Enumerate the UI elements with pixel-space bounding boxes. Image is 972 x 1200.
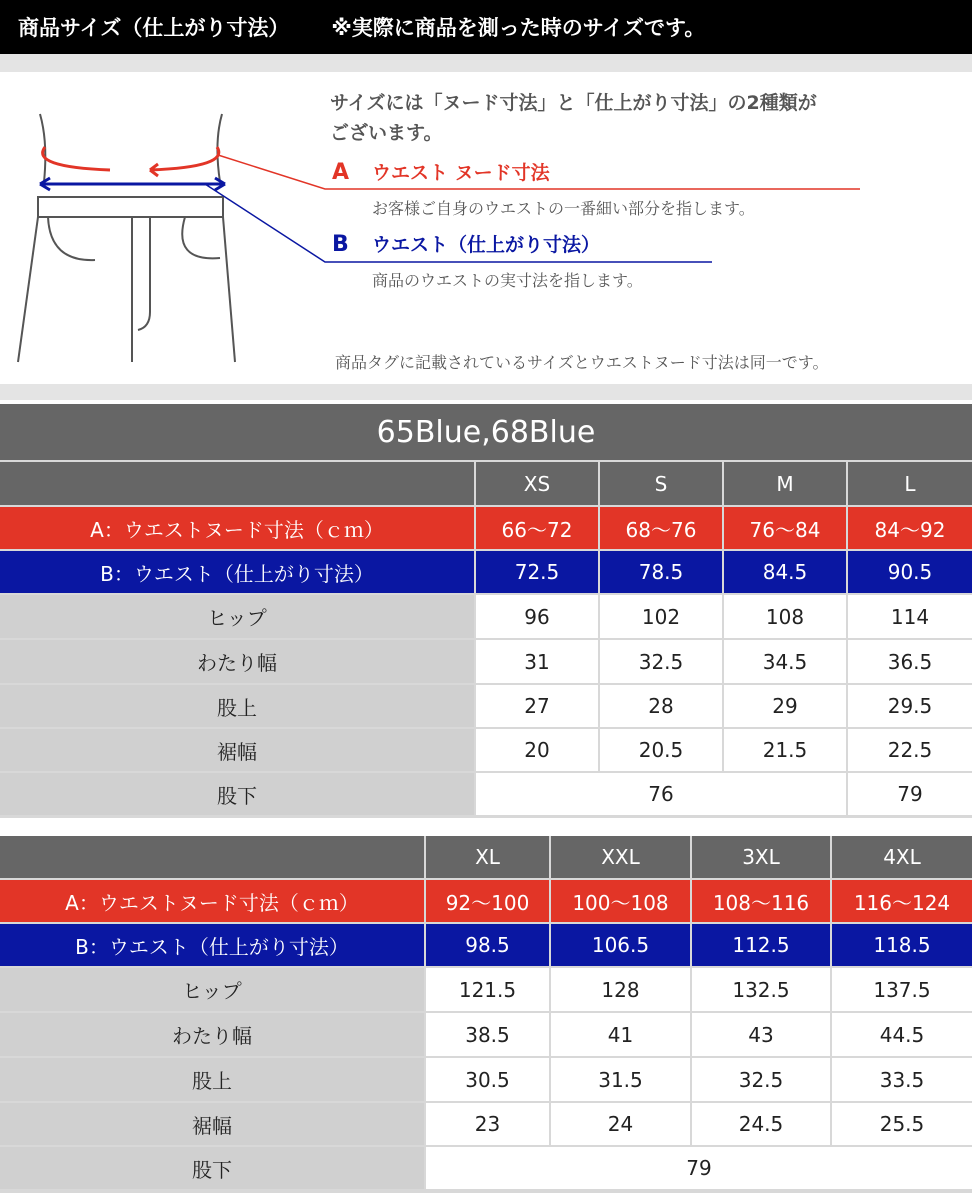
row-value: 118.5 [832,924,972,966]
row-value: 108 [724,595,846,638]
row-value: 78.5 [600,551,722,593]
size-header: XXL [551,836,690,878]
label-b-letter: B [332,232,349,257]
table-row [0,924,972,966]
table-row [0,1103,972,1145]
size-header: S [600,462,722,505]
row-value: 43 [692,1013,830,1056]
row-label: A：ウエストヌード寸法（ｃｍ） [0,880,424,922]
header-note: ※実際に商品を測った時のサイズです。 [331,16,706,40]
row-value: 92〜100 [426,880,549,922]
table-row [0,1058,972,1101]
row-value: 31 [476,640,598,683]
row-value: 132.5 [692,968,830,1011]
label-b-title: ウエスト（仕上がり寸法） [372,234,601,256]
row-label: B：ウエスト（仕上がり寸法） [0,551,474,593]
row-value: 24.5 [692,1103,830,1145]
row-value: 100〜108 [551,880,690,922]
row-label: わたり幅 [0,640,474,683]
row-value: 28 [600,685,722,727]
size-table-2 [0,836,972,1193]
table-row [0,729,972,771]
pants-illustration-icon [0,72,972,384]
waist-diagram [0,72,972,384]
row-label: 股上 [0,685,474,727]
row-value: 112.5 [692,924,830,966]
table-row [0,880,972,922]
row-value: 23 [426,1103,549,1145]
row-label: B：ウエスト（仕上がり寸法） [0,924,424,966]
size-header: XS [476,462,598,505]
table-row [0,551,972,593]
row-value: 76〜84 [724,507,846,549]
header-title: 商品サイズ（仕上がり寸法） [18,16,290,40]
label-a-title: ウエスト ヌード寸法 [372,162,550,184]
row-value: 31.5 [551,1058,690,1101]
row-value: 38.5 [426,1013,549,1056]
size-header: 4XL [832,836,972,878]
label-a-letter: A [332,160,350,185]
row-value: 34.5 [724,640,846,683]
row-value: 84.5 [724,551,846,593]
row-value: 20.5 [600,729,722,771]
row-value: 25.5 [832,1103,972,1145]
size-header-row [0,836,972,878]
row-value: 21.5 [724,729,846,771]
row-value: 108〜116 [692,880,830,922]
row-value: 72.5 [476,551,598,593]
table-row [0,595,972,638]
intro-line-2: ございます。 [330,122,443,144]
row-value: 98.5 [426,924,549,966]
row-value: 33.5 [832,1058,972,1101]
table-row [0,507,972,549]
row-value: 27 [476,685,598,727]
row-value: 116〜124 [832,880,972,922]
row-value: 32.5 [692,1058,830,1101]
row-label: ヒップ [0,595,474,638]
row-value: 106.5 [551,924,690,966]
row-label: 股下 [0,773,474,815]
row-value: 22.5 [848,729,972,771]
row-value: 84〜92 [848,507,972,549]
row-value: 68〜76 [600,507,722,549]
row-value: 128 [551,968,690,1011]
size-header: M [724,462,846,505]
row-value: 29.5 [848,685,972,727]
row-label: A：ウエストヌード寸法（ｃｍ） [0,507,474,549]
intro-line-1: サイズには「ヌード寸法」と「仕上がり寸法」の2種類が [330,92,817,114]
row-value: 36.5 [848,640,972,683]
row-value: 32.5 [600,640,722,683]
size-table-1 [0,404,972,818]
row-label: 股下 [0,1147,424,1189]
row-label: 裾幅 [0,729,474,771]
row-value: 24 [551,1103,690,1145]
table-row [0,640,972,683]
row-value: 96 [476,595,598,638]
row-value: 79 [848,773,972,815]
size-header-row [0,462,972,505]
row-value: 90.5 [848,551,972,593]
size-header: L [848,462,972,505]
footnote: 商品タグに記載されているサイズとウエストヌード寸法は同一です。 [335,353,829,372]
table-row [0,1013,972,1056]
table-row [0,968,972,1011]
table-row [0,685,972,727]
size-header: XL [426,836,549,878]
label-b-desc: 商品のウエストの実寸法を指します。 [372,271,643,290]
row-label: 股上 [0,1058,424,1101]
row-value: 79 [426,1147,972,1189]
row-value: 102 [600,595,722,638]
table-row [0,773,972,815]
table-title-row [0,404,972,460]
row-value: 29 [724,685,846,727]
header-blank [0,836,424,878]
label-a-desc: お客様ご自身のウエストの一番細い部分を指します。 [372,199,755,218]
row-value: 44.5 [832,1013,972,1056]
size-header: 3XL [692,836,830,878]
table-title: 65Blue,68Blue [0,404,972,460]
row-value: 20 [476,729,598,771]
row-value: 121.5 [426,968,549,1011]
header-bar [0,0,972,54]
row-value: 41 [551,1013,690,1056]
table-row [0,1147,972,1189]
row-label: 裾幅 [0,1103,424,1145]
row-value: 66〜72 [476,507,598,549]
divider [0,384,972,400]
row-value: 137.5 [832,968,972,1011]
row-value: 76 [476,773,846,815]
row-value: 30.5 [426,1058,549,1101]
divider [0,54,972,72]
row-label: わたり幅 [0,1013,424,1056]
row-value: 114 [848,595,972,638]
header-blank [0,462,474,505]
row-label: ヒップ [0,968,424,1011]
